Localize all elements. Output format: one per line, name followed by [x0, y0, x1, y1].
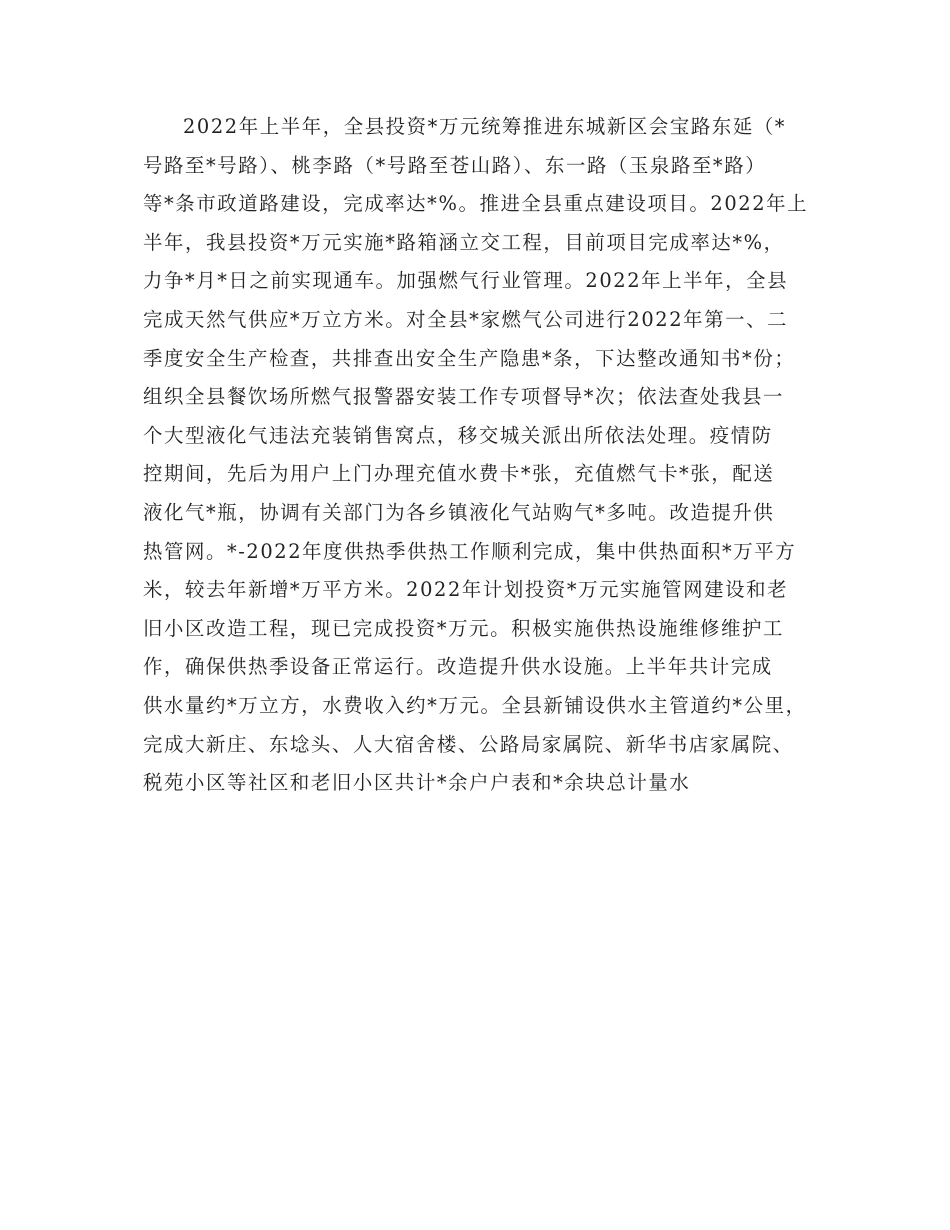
paragraph-line: 力争*月*日之前实现通车。加强燃气行业管理。2022年上半年，全县: [143, 269, 789, 293]
paragraph-line: 完成大新庄、东埝头、人大宿舍楼、公路局家属院、新华书店家属院、: [143, 732, 794, 756]
paragraph-line: 旧小区改造工程，现已完成投资*万元。积极实施供热设施维修维护工: [143, 616, 785, 640]
paragraph-line: 半年，我县投资*万元实施*路箱涵立交工程，目前项目完成率达*%，: [143, 230, 785, 254]
paragraph-line: 个大型液化气违法充装销售窝点，移交城关派出所依法处理。疫情防: [143, 423, 773, 447]
paragraph-line: 2022年上半年，全县投资*万元统筹推进东城新区会宝路东延（*: [183, 115, 787, 138]
paragraph-line: 完成天然气供应*万立方米。对全县*家燃气公司进行2022年第一、二: [143, 307, 789, 331]
paragraph-line: 组织全县餐饮场所燃气报警器安装工作专项督导*次；依法查处我县一: [143, 385, 785, 409]
paragraph-line: 液化气*瓶，协调有关部门为各乡镇液化气站购气*多吨。改造提升供: [143, 500, 775, 524]
paragraph-line: 米，较去年新增*万平方米。2022年计划投资*万元实施管网建设和老: [143, 578, 789, 602]
paragraph-line: 热管网。*-2022年度供热季供热工作顺利完成，集中供热面积*万平方: [143, 539, 797, 563]
paragraph-line: 税苑小区等社区和老旧小区共计*余户户表和*余块总计量水: [143, 771, 691, 795]
paragraph-line: 作，确保供热季设备正常运行。改造提升供水设施。上半年共计完成: [143, 655, 773, 679]
paragraph-line: 等*条市政道路建设，完成率达*%。推进全县重点建设项目。2022年上: [143, 192, 809, 216]
paragraph-line: 供水量约*万立方，水费收入约*万元。全县新铺设供水主管道约*公里，: [143, 693, 807, 717]
paragraph-line: 号路至*号路）、桃李路（*号路至苍山路）、东一路（玉泉路至*路）: [143, 153, 767, 177]
body-paragraph: [143, 108, 823, 803]
paragraph-line: 季度安全生产检查，共排查出安全生产隐患*条，下达整改通知书*份；: [143, 346, 796, 370]
paragraph-line: 控期间，先后为用户上门办理充值水费卡*张，充值燃气卡*张，配送: [143, 462, 775, 486]
